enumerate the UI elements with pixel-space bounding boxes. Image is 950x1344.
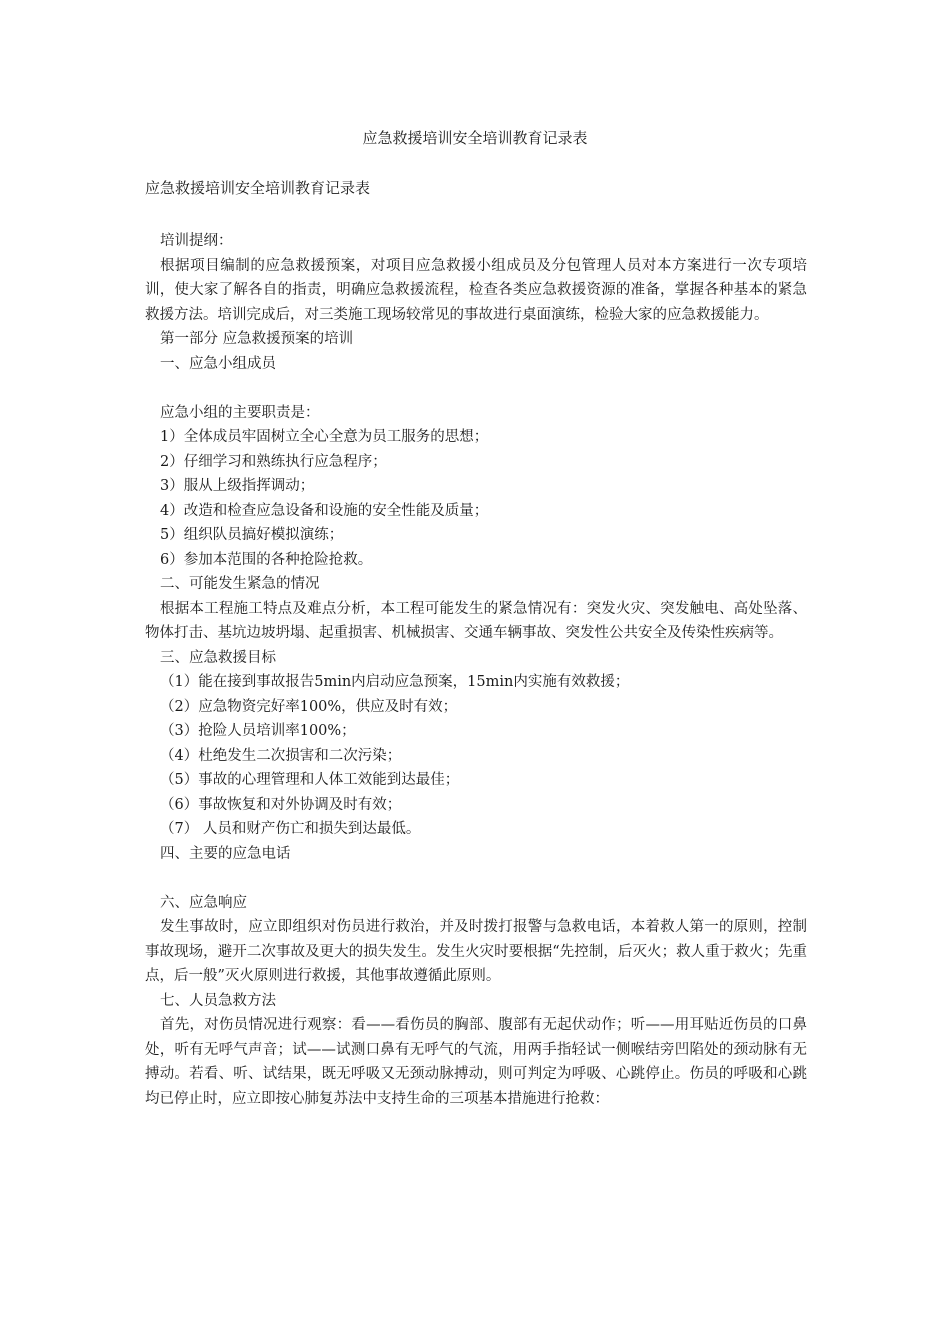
section7-heading: 七、人员急救方法: [160, 992, 276, 1009]
part1-heading: 第一部分 应急救援预案的培训: [160, 331, 354, 347]
duties-label: 应急小组的主要职责是：: [160, 404, 320, 421]
intro-paragraph: 根据项目编制的应急救援预案，对项目应急救援小组成员及分包管理人员对本方案进行一次专项培训，使大家了解各自的指责，明确应急救援流程，检查各类应急救援资源的准备，掌握各种基本的紧急救援方法。培训完成后，对三类施工现场较常见的事故进行桌面演练，检验大家的应急救援能力。: [145, 257, 807, 323]
section3-heading: 三、应急救援目标: [160, 649, 276, 666]
goal-item: （6）事故恢复和对外协调及时有效；: [160, 796, 402, 813]
duty-item: 1）全体成员牢固树立全心全意为员工服务的思想；: [160, 429, 489, 445]
duty-item: 6）参加本范围的各种抢险抢救。: [160, 551, 373, 568]
document-subtitle: 应急救援培训安全培训教育记录表: [145, 179, 371, 197]
blank-line: [145, 376, 807, 401]
blank-line: [145, 866, 807, 891]
goal-item: （7） 人员和财产伤亡和损失到达最低。: [160, 821, 421, 837]
goal-item: （5）事故的心理管理和人体工效能到达最佳；: [160, 772, 460, 788]
document-body: [145, 229, 807, 1111]
section1-heading: 一、应急小组成员: [160, 355, 276, 372]
duty-item: 4）改造和检查应急设备和设施的安全性能及质量；: [160, 502, 489, 519]
goal-item: （2）应急物资完好率100%，供应及时有效；: [160, 698, 458, 715]
section2-paragraph: 根据本工程施工特点及难点分析，本工程可能发生的紧急情况有：突发火灾、突发触电、高处坠落、物体打击、基坑边坡坍塌、起重损害、机械损害、交通车辆事故、突发性公共安全及传染性疾病等。: [145, 600, 807, 641]
section7-paragraph: 首先，对伤员情况进行观察：看——看伤员的胸部、腹部有无起伏动作；听——用耳贴近伤员的口鼻处，听有无呼气声音；试——试测口鼻有无呼气的气流，用两手指轻试一侧喉结旁凹陷处的颈动脉有无搏动。若看、听、试结果，既无呼吸又无颈动脉搏动，则可判定为呼吸、心跳停止。伤员的呼吸和心跳均已停止时，应立即按心肺复苏法中支持生命的三项基本措施进行抢救：: [145, 1017, 807, 1107]
duty-item: 5）组织队员搞好模拟演练；: [160, 527, 344, 543]
duty-item: 2）仔细学习和熟练执行应急程序；: [160, 453, 387, 470]
duty-item: 3）服从上级指挥调动；: [160, 478, 315, 494]
document-title: 应急救援培训安全培训教育记录表: [362, 129, 588, 147]
section6-heading: 六、应急响应: [160, 894, 247, 911]
section6-paragraph: 发生事故时，应立即组织对伤员进行救治，并及时拨打报警与急救电话，本着救人第一的原则，控制事故现场，避开二次事故及更大的损失发生。发生火灾时要根据“先控制，后灭火；救人重于救火；先重点，后一般”灭火原则进行救援，其他事故遵循此原则。: [145, 919, 807, 984]
section4-heading: 四、主要的应急电话: [160, 845, 291, 862]
goal-item: （4）杜绝发生二次损害和二次污染；: [160, 747, 402, 764]
outline-label: 培训提纲：: [160, 233, 233, 249]
goal-item: （1）能在接到事故报告5min内启动应急预案，15min内实施有效救援；: [160, 674, 630, 690]
section2-heading: 二、可能发生紧急的情况: [160, 576, 320, 592]
goal-item: （3）抢险人员培训率100%；: [160, 723, 356, 739]
